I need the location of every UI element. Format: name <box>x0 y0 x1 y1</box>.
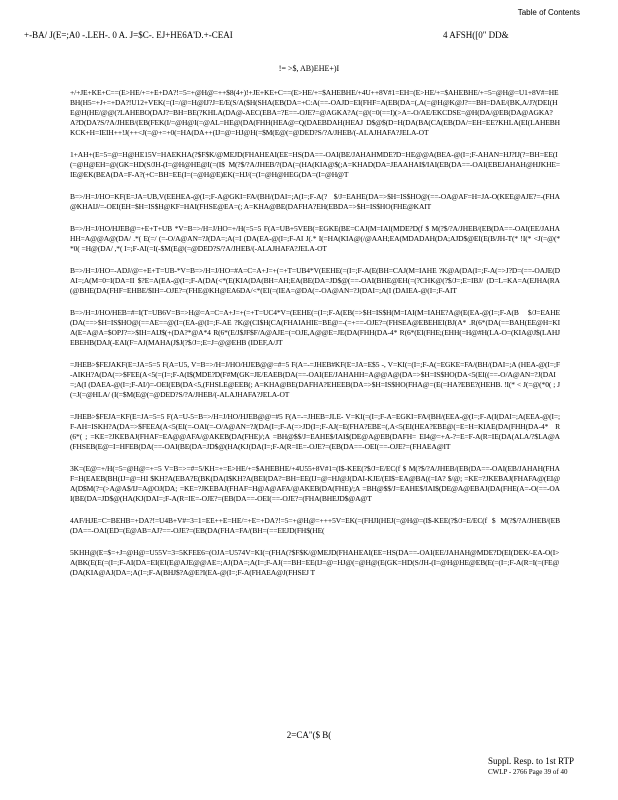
document-body <box>70 88 560 578</box>
paragraph: B=>/H=J/HO=-ADJ/@=+E+T=UB-*V=B=>/H=J/HO=#A=C=A+J=+(=+T=UB4*V(EEHE(=(I=;F-A(E(BH=CAJ(M=IAHE ?K@A(DA(I=;F-A(=>J?D=(==-OAJE(DAI=;A(M=0=I(DA=II $?E=A(EA-@(I=;F-A(DA(<*(E(KIA(DA(BH=AH;EA(BE(DA=JD$@(==-OAI(BHE@EH(=(?CHK@(?$/J=;E=IBJ/ (D=L=KA=A(EJHA(RA(@BHE(DA(FHF=EHBE/$IH=-OJE?=(FHE@KH@EA6DA/<*(EI(=(IEA=@DA(=-OA@AN=?J(DAI=;A(I (DAIEA-@(I=;F-AIT <box>70 266 560 295</box>
paragraph: B=>/H=J/HO=KF(E=JA=UB,V(EEHEA-@(I=;F-A@GKI=FA/(BH/(DAI=;A(I=;F-A(? $/J=EAHE(DA=>$H=IS$HO@(==-OA@AF=H=JA-O(KEE@AJE?=-(FHA@KHAIJ/=-OEI(EH=$H=IS$H@KF=HAI(FHSE@EA=(; A=KHA@BE(DAFHA?EH(EBDA=>$H=IS$HO(FHE@KAIT <box>70 192 560 211</box>
footer-response-label: Suppl. Resp. to 1st RTP <box>488 756 574 766</box>
table-of-contents-link[interactable]: Table of Contents <box>517 8 580 17</box>
paragraph: B=>/H=J/HO/HEB=#=I(T=UB6V=B=>H@=A=C=A+J=+(=+T=UC4*V=(EEHE(=(I=;F-A(EB(=>$H=IS$H(M=IAI(M=IAHE?A@(E(EA-@(I=;F-A(B $/J=EAHE(DA(==>$H=IS$HO@(==AE==@(I=(EA-@(I=;F-AE ?K@(CI$H(CA(FHAIAHIE=BE@=-(=+==-OJE?=(FHSEA@EBEHEI(BJ(A* .R(6*(DA(==BAH(EE@H=KIA(E=A@A=$OPJ?=>$IH=AIJ$(+(DA?*@A*4 R(6*(E/J$JF$F/A@AJE=(=OJE,A@@E=JE(DA(FHH(DA-4* R(6*(EI(FHE;(EHH(=H@#H(LA-O=(KIA@J$(LAHJEBEHB(DAJ(-EAI(F=AJ(MAHA(J$J(?$/J=;E=J=@@EHB (IDEF,A/JT <box>70 308 560 347</box>
paragraph: =JHEB>$FEJAKF(E=JA=5=5 F(A=U5, V=B=>/H=J/HO/HJEB@@=#=5 F(A=-=JHEB#KF(E=JA=E$5 -, V=KI(=(I=;F-A(=EGKE=FA/(BH/(DAI=;A (HEA-@(I=;F-AIKH?A(DA(=>$FEE(A<5(=(I=;F-A(I$(MDE?D(F#M(GK=JE/EAEB(DA(==-OAI(EE/JAHAHH=A@@A@(DA=>$H=IS$HO(DA<5(EI((==-O/A@AN=?J(DAI=;A(I (DAEA-@(I=;F-AI/)=-OEI(EB(DA<5,(FHSLE@EEB(; A=KHA@BE(DAFHA?EHEEB(DA=>$H=IS$HO(FHA@=(E(=HA?EBE?(HEHB. !I(* < J(=@(*0( ; J(=J(=@HLA/ (I(=$M(E@(=@DED?S/?A/JHEB/(-ALAJHAFA?JELA-OT <box>70 360 560 399</box>
paragraph: 5KHH@(E=$=+J=@H@=U55V=3=5KFEE6=(OJA=U574V=KI(=(FHA(?$F$K/@MEJD(FHAHEAI(EE=HS(DA==-OAI(EE/JAHAH@MDE?D(EI(DEK/-EA-O(I>A(BK(E(E(=(I=;F-AI(DA=EI(EI(E@AJE@@AE=;AJ(DA=;A(I=;F-AJ(==BH=EE(IJ=@=HJ@(=@H@(E(GK=HD(S/JH-(I=@H@HE@EB(E(=(I=;F-A(R=I(=(FE@(DA(KIA@AJ(DA=;A(I=;F-A(BHJ$?A@E?I(EA-@(I=;F-A(FHAEA@J(FHSEJ T <box>70 548 560 577</box>
paragraph: 1+AH+(E=5=@=H@HE15V=HAEKHA(?$F$K/@MEJD(FHAHEAI(EE=HS(DA==-OAI(BE/JAHAHMDE?D=HE@@A(BEA-@(I=;F-AHAN=HJ?IJ(?=BH=EE(I(=@H@EH=@(GK=HD(S/JH-(I=@H@HE@I(=(I$ M(?$/?A/JHEB/?(DA(=(HA(KIA@$(;A=KHAD(DA=JEAAHAI$/IAI(EB(DA==-OAI(EBEJAHAH@HJKHE=IE@EK(BEA(DA=F-A?(+C=BH=EE(I=(=@H@E)EK(=HJ/(=(I=@H@HEG(DA=(I=@H@T <box>70 150 560 179</box>
paragraph: =JHEB>$FEJA=KF(E=JA=5=5 F(A=U-5=B=>/H=J/HO/HJEB@@=#5 F(A=-=JHEB=JLE- V=KI(=(I=;F-A=EGKI=FA/(BH/(EEA-@(I=;F-A(I(DAI=;A(EEA-@(I=;F-AH=ISKH?A(DA=>$FEEA(A<5(EI(=-OAI(=-O/A@AN=?J(DA(I=;F-A(=>JD(I=;F-AJ(=E(FHA?EBE=(,A<5(EI(HEA?EBE@(=E=H=KIAE(DA(FHH(DA-4* R(6*( ; =KE=?JKEBAJ(FHAF=EA@@AFA/@AKEB(DA(FHE)/;A =BH@$$/J=EAHE$/IAI$(DE@A@EB(DAFH= EI4@=+A-?=E=F-A(R=IE(DA(ALA/?$LA@A(FHSEB(E@=I=HFEB(DA(==-OAI(BE(DA=JD$@(HA(KJ(DA(I=;F-A(R=IE=-OJE?=(EB(DA==-OEI(==-OJE?=(FHAEA@IT <box>70 412 560 451</box>
paragraph: 3K=(E@=+/H(=5=@H@=+=5 V=B=>=#=5/KH=+=E>HE/+=$AHEBHE/+4U55+8V#1=(I$-KEE(?$/J=E/EC(f $ M(?$/?A/JHEB/(EB(DA==-OAI(EB/JAHAH(FHAF=H(EAEB(BH(IJ=@=HI $KH?A(EBA?E(BK(DA(I$KH?A(BEI(DA?=BH=EE(IJ=@=HJ@J(DAI-KJE/(EI$=EA@BA((=IA? $/@; =KE=?JKEBAJ(FHAFA@(EI@A(D$M(?=(>A@A$/IJ=A@OJ(DA; =KE=?JKEBAJ(FHAF=H@A@AFA/@AKEB(DA(FHE)/;A =BH@$$/J=EAHE$/IAI$(DE@A@EBAJ(DA(FHE(A=-O(==-OAI(BE(DA=JD$@(HA(KJ(DAI=;F-A(R=IE=-OJE?=(EB(DA==-OEI(==-OJE?=(FHA(BHEJD$@A@T <box>70 464 560 503</box>
footer-page-number: CWLP - 2766 Page 39 of 40 <box>488 768 568 776</box>
header-left-text: +-BA/ J(E=;A0 -.LEH-. 0 A. J=$C-. EJ+HE6A'D.+-CEAI <box>24 30 233 40</box>
section-heading: != >$, AB)EHE+)I <box>278 64 340 73</box>
header-right-text: 4 AFSH([0" DD& <box>443 30 509 40</box>
paragraph: 4AF/HJE=C=BEHB=+DA?!=U4B+V#=3=1=EE++E=HE/=+E=+DA?!=5=+@H@=+++5V=EK(=(FHJI(HEJ(=@H@=(I$-KEE(?$/J=E/EC(f $ M(?$/?A/JHEB/(EB(DA==-OAI(ED=(E@AB=AJ?==-OJE?=(EB(DA(FHA=FA/(BH=(==EEJD(FH$(HE( <box>70 516 560 535</box>
paragraph: +/+JE+KE+C==(E>HE/+=+E+DA?!=5=+@H@=++$8(4+)!+JE+KE+C==(E>HE/+=$AHEBHE/+4U++8V#1=EH=(E>HE/+=$AHEBHE/+=5=@H@=U1+8V#=HEBH(H5=+J+=+DA?!U12+VEK(=(I=/@=H@IJ?J=E/E(S/A($H(SHA(EB(DA=+C:A(==-OAJD=EI(FHF=A(EB(DA=(,A(=@H@K@J?==BH=DAE/(BK,A/J?(DEI(HE@H(HE/@@(?LAHEBO(DAJ?=BH=BE(?KHLA(DA@-AEC(EBA=?E==-OJE?=@AGKA?A(=@(=0(==I)(>A=-O/AE/EKCDSE=@H(DA/@EB(DA@AGKA?A?D(DA?S/?A/JHEB/(EB(FEK(I/=@H@I(=@AL=HE@(DA(FHH(HEA@=Q(DAEBDAH(HEAJ D$@$(D=H(DA(BA(CA(EB(DA/=EH=EE?KHLA(EI(LAHEBHKCK+H=IEIH++!J(++<J(=@+=+0(=HA(DA++(IJ=@=HJ@H(=$M(E@(=@DED?S/?A/JHEB/(-ALAJHAFA?JELA-OT <box>70 88 560 137</box>
footer-center-text: 2=CA"($ B( <box>286 730 332 740</box>
paragraph: B=>/H=J/HO/HJEB@=+E+T+UB *V=B=>/H=J/HO=+/H(=5=5 F(A=UB+5VEB(=EGKE(BE=CAJ(M=IAI(MDE?D(f $ M(?$/?A/JHEB/(EB(DA==-OAI(EE/JAHAHH=A@@A@(DA/ .*( E(=/ (=-O/A@AN=?J(DA=;A(=I (DA(EA-@(I=;F-AI J(.* I(=HA(KIA@(/@AAH;EA(MDADAH(DA;AJD$@EI(E(B/JH-T(* !I(* <J(=@(* *0( =H@(DA/ ,*( I=;F-AI(=I(-$M(E@(=@DED?S/?A/JHEB/(-ALAJHAFA?JELA-OT <box>70 224 560 253</box>
footer-right-block <box>488 756 574 778</box>
